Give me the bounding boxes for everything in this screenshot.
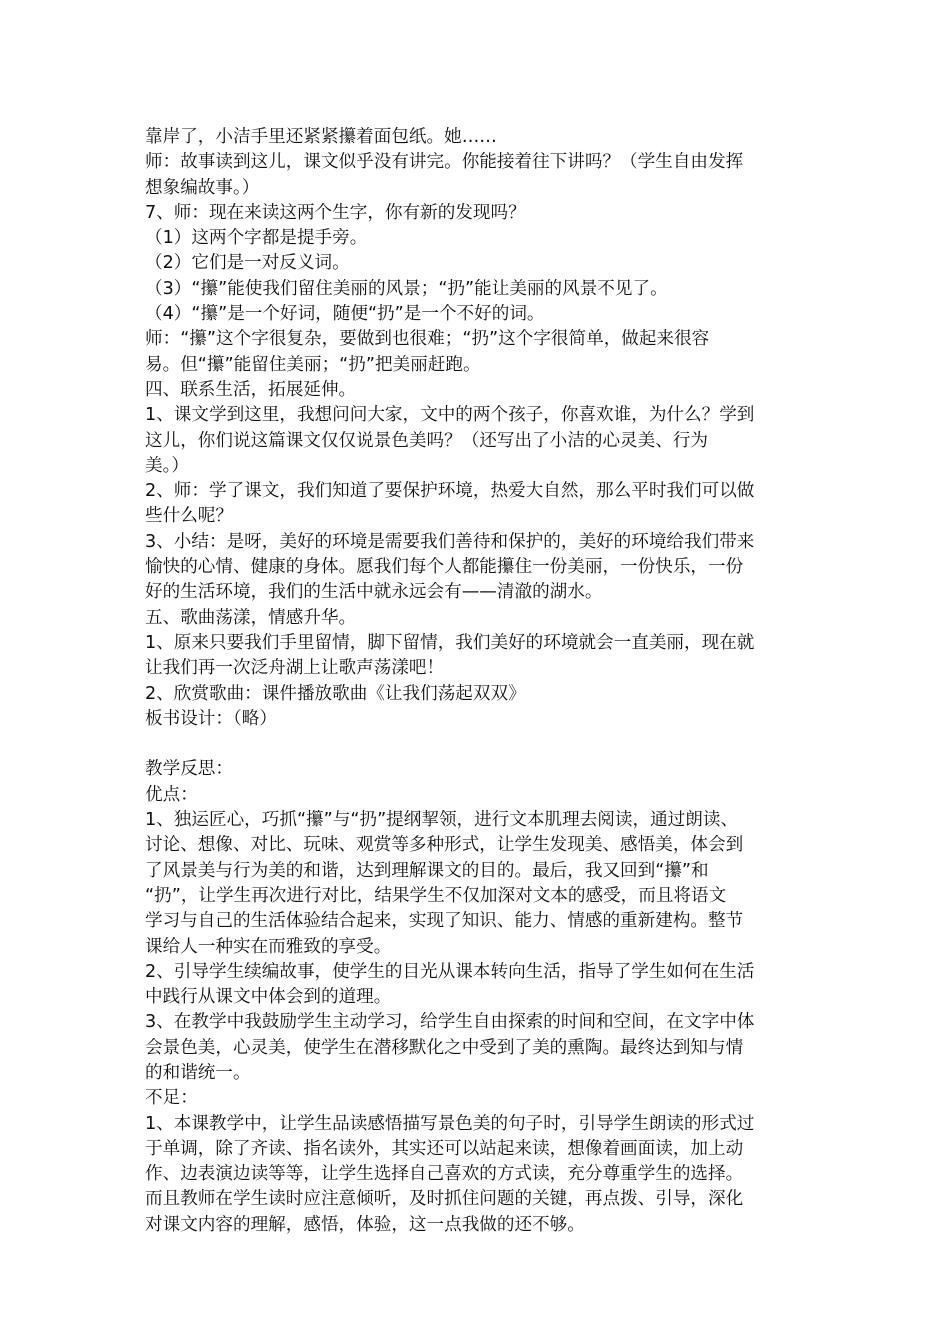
text-line: 对课文内容的理解，感悟，体验，这一点我做的还不够。: [145, 1214, 585, 1235]
text-line: 靠岸了，小洁手里还紧紧攥着面包纸。她……: [145, 127, 497, 147]
text-line: 四、联系生活，拓展延伸。: [145, 379, 357, 400]
text-line: 师：故事读到这儿，课文似乎没有讲完。你能接着往下讲吗？（学生自由发挥: [145, 152, 744, 173]
text-line: （3）“攥”能使我们留住美丽的风景；“扔”能让美丽的风景不见了。: [145, 278, 668, 299]
text-line: 美。）: [145, 455, 189, 476]
text-line: 愉快的心情、健康的身体。愿我们每个人都能攥住一份美丽，一份快乐，一份: [145, 557, 744, 578]
text-line: 优点：: [145, 784, 198, 805]
text-line: （1）这两个字都是提手旁。: [145, 228, 368, 249]
text-line: 让我们再一次泛舟湖上让歌声荡漾吧！: [145, 658, 445, 679]
text-line: 板书设计：（略）: [145, 708, 277, 729]
document-body: [145, 125, 815, 1238]
text-line: 1、独运匠心，巧抓“攥”与“扔”提纲挈领，进行文本肌理去阅读，通过朗读、: [145, 810, 739, 831]
text-line: （2）它们是一对反义词。: [145, 253, 350, 274]
text-line: 会景色美，心灵美，使学生在潜移默化之中受到了美的熏陶。最终达到知与情: [145, 1037, 744, 1058]
text-line: 师：“攥”这个字很复杂，要做到也很难；“扔”这个字很简单，做起来很容: [145, 329, 710, 350]
text-line: 讨论、想像、对比、玩味、观赏等多种形式，让学生发现美、感悟美，体会到: [145, 835, 744, 856]
text-line: 好的生活环境，我们的生活中就永远会有——清澈的湖水。: [145, 582, 603, 603]
text-line: 1、课文学到这里，我想问问大家，文中的两个孩子，你喜欢谁，为什么？学到: [145, 405, 755, 426]
text-line: 的和谐统一。: [145, 1062, 251, 1083]
text-line: 不足：: [145, 1088, 198, 1109]
text-line: 1、原来只要我们手里留情，脚下留情，我们美好的环境就会一直美丽，现在就: [145, 632, 755, 653]
text-line: 而且教师在学生读时应注意倾听，及时抓住问题的关键，再点拨、引导，深化: [145, 1189, 744, 1210]
blank-line: [145, 732, 815, 757]
text-line: 学习与自己的生活体验结合起来，实现了知识、能力、情感的重新建构。整节: [145, 911, 744, 932]
text-line: 中践行从课文中体会到的道理。: [145, 987, 392, 1008]
text-line: 3、在教学中我鼓励学生主动学习，给学生自由探索的时间和空间，在文字中体: [145, 1012, 755, 1033]
text-line: 这儿，你们说这篇课文仅仅说景色美吗？（还写出了小洁的心灵美、行为: [145, 430, 709, 451]
text-line: 五、歌曲荡漾，情感升华。: [145, 607, 357, 628]
text-line: 于单调，除了齐读、指名读外，其实还可以站起来读，想像着画面读，加上动: [145, 1138, 744, 1159]
text-line: 教学反思：: [145, 759, 233, 780]
text-line: “扔”，让学生再次进行对比，结果学生不仅加深对文本的感受，而且将语文: [145, 885, 727, 906]
text-line: 2、师：学了课文，我们知道了要保护环境，热爱大自然，那么平时我们可以做: [145, 481, 755, 502]
text-line: 易。但“攥”能留住美丽；“扔”把美丽赶跑。: [145, 354, 481, 375]
text-line: 2、欣赏歌曲：课件播放歌曲《让我们荡起双双》: [145, 683, 526, 704]
text-line: 想象编故事。）: [145, 177, 260, 198]
text-line: 1、本课教学中，让学生品读感悟描写景色美的句子时，引导学生朗读的形式过: [145, 1113, 755, 1134]
text-line: 7、师：现在来读这两个生字，你有新的发现吗？: [145, 202, 526, 223]
text-line: 作、边表演边读等等，让学生选择自己喜欢的方式读，充分尊重学生的选择。: [145, 1164, 744, 1185]
text-line: 2、引导学生续编故事，使学生的目光从课本转向生活，指导了学生如何在生活: [145, 961, 755, 982]
text-line: 些什么呢？: [145, 506, 233, 527]
text-line: 课给人一种实在而雅致的享受。: [145, 936, 392, 957]
text-line: 了风景美与行为美的和谐，达到理解课文的目的。最后，我又回到“攥”和: [145, 860, 709, 881]
text-line: （4）“攥”是一个好词，随便“扔”是一个不好的词。: [145, 304, 545, 325]
text-line: 3、小结：是呀，美好的环境是需要我们善待和保护的，美好的环境给我们带来: [145, 531, 755, 552]
